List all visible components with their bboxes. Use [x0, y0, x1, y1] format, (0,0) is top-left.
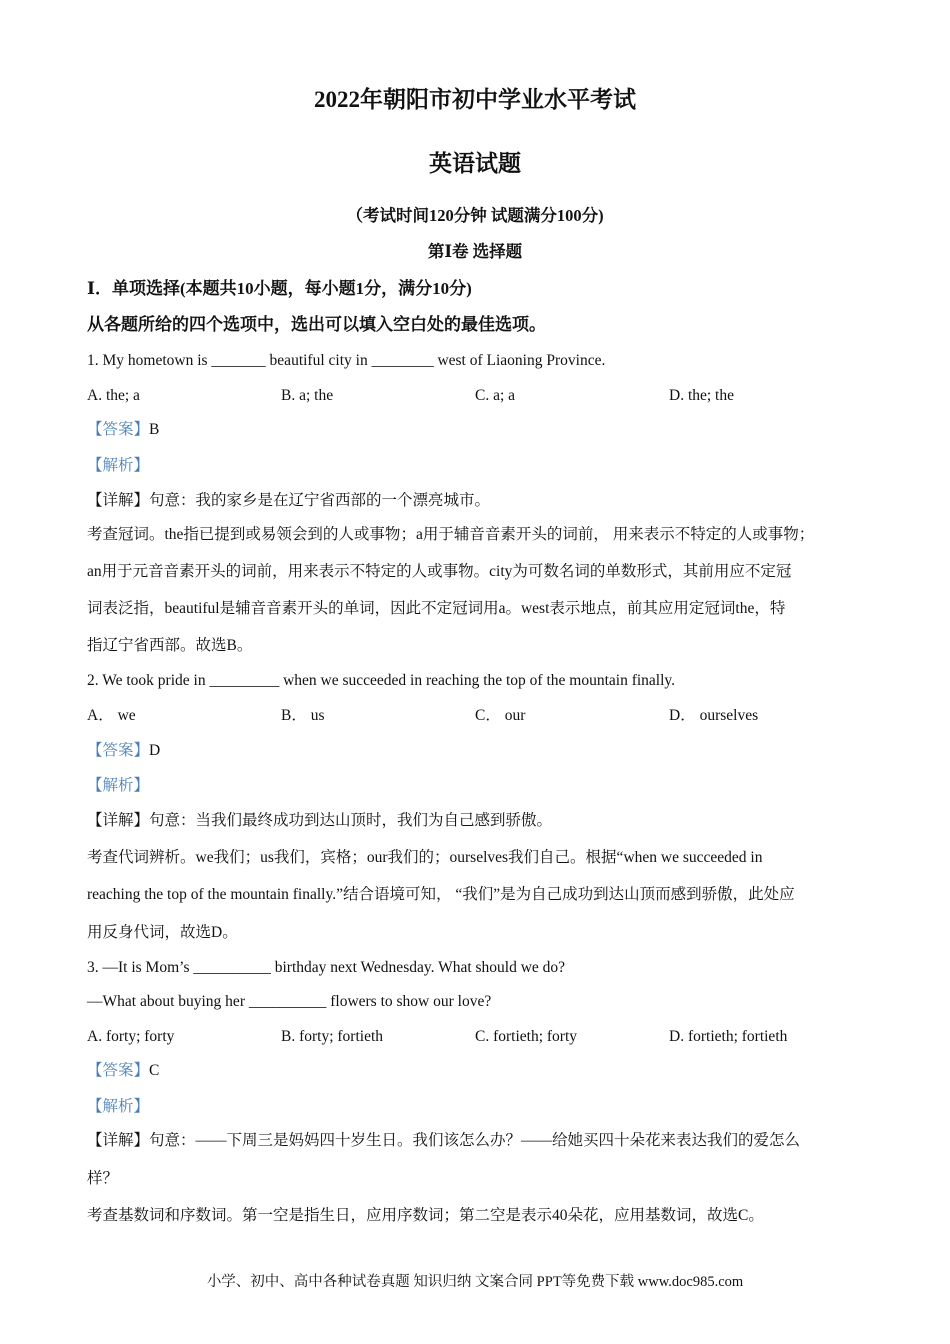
exam-info: （考试时间120分钟 试题满分100分) [346, 206, 604, 225]
q1-explanation-line: 考查冠词。the指已提到或易领会到的人或事物；a用于辅音音素开头的词前， 用来表示不特定的人或事物； [87, 526, 815, 543]
page-footer: 小学、初中、高中各种试卷真题 知识归纳 文案合同 PPT等免费下载 www.doc985.com [206, 1274, 744, 1290]
q2-detail: 【详解】句意：当我们最终成功到达山顶时，我们为自己感到骄傲。 [87, 812, 553, 829]
q2-option-a: A． we [87, 707, 136, 724]
q1-option-d: D. the; the [669, 387, 734, 404]
q3-stem-reply: —What about buying her __________ flowers to show our love? [87, 993, 492, 1010]
q2-option-b: B． us [281, 707, 325, 724]
q2-explanation-line: 考查代词辨析。we我们；us我们，宾格；our我们的；ourselves我们自己。根据“when we succeeded in [87, 849, 763, 866]
q3-analysis-tag: 【解析】 [87, 1098, 150, 1115]
section-instruction: 从各题所给的四个选项中，选出可以填入空白处的最佳选项。 [87, 315, 546, 334]
q1-option-b: B. a; the [281, 387, 334, 404]
q3-answer [87, 1061, 159, 1081]
q2-option-c: C． our [475, 707, 526, 724]
q1-option-a: A. the; a [87, 387, 140, 404]
q1-explanation-line: 词表泛指，beautiful是辅音音素开头的单词，因此不定冠词用a。west表示地点，前其应用定冠词the，特 [87, 600, 786, 617]
q1-analysis-tag: 【解析】 [87, 457, 150, 474]
answer-tag: 【答案】 [87, 421, 150, 438]
q3-detail: 【详解】句意：——下周三是妈妈四十岁生日。我们该怎么办？——给她买四十朵花来表达我们的爱怎么 [87, 1132, 801, 1149]
volume-title: 第Ⅰ卷 选择题 [427, 242, 523, 261]
q3-stem: 3. —It is Mom’s __________ birthday next Wednesday. What should we do? [87, 959, 566, 976]
q1-explanation-line: an用于元音音素开头的词前，用来表示不特定的人或事物。city为可数名词的单数形式，其前用应不定冠 [87, 563, 792, 580]
q3-detail-cont: 样？ [87, 1170, 119, 1187]
q2-explanation-line: reaching the top of the mountain finally.”结合语境可知， “我们”是为自己成功到达山顶而感到骄傲，此处应 [87, 886, 795, 903]
answer-value: C [149, 1062, 160, 1079]
q3-option-c: C. fortieth; forty [475, 1028, 578, 1045]
q2-answer [87, 741, 160, 761]
q2-analysis-tag: 【解析】 [87, 777, 150, 794]
answer-tag: 【答案】 [87, 742, 150, 759]
q3-option-d: D. fortieth; fortieth [669, 1028, 788, 1045]
q2-explanation-line: 用反身代词，故选D。 [87, 924, 238, 941]
q3-option-a: A. forty; forty [87, 1028, 175, 1045]
answer-value: B [149, 421, 160, 438]
q3-option-b: B. forty; fortieth [281, 1028, 384, 1045]
answer-tag: 【答案】 [87, 1062, 150, 1079]
q1-detail: 【详解】句意：我的家乡是在辽宁省西部的一个漂亮城市。 [87, 492, 491, 509]
q3-explanation-line: 考查基数词和序数词。第一空是指生日，应用序数词；第二空是表示40朵花，应用基数词，故选C。 [87, 1207, 764, 1224]
q1-stem: 1. My hometown is _______ beautiful city in ________ west of Liaoning Province. [87, 352, 606, 369]
exam-title: 2022年朝阳市初中学业水平考试 [314, 87, 636, 112]
q1-answer [87, 420, 159, 440]
q2-option-d: D． ourselves [669, 707, 759, 724]
section-heading: Ⅰ．单项选择(本题共10小题，每小题1分，满分10分) [87, 279, 472, 298]
answer-value: D [149, 742, 161, 759]
q2-stem: 2. We took pride in _________ when we succeeded in reaching the top of the mountain finally. [87, 672, 676, 689]
q1-option-c: C. a; a [475, 387, 516, 404]
subject-title: 英语试题 [429, 151, 521, 176]
q1-explanation-line: 指辽宁省西部。故选B。 [87, 637, 253, 654]
